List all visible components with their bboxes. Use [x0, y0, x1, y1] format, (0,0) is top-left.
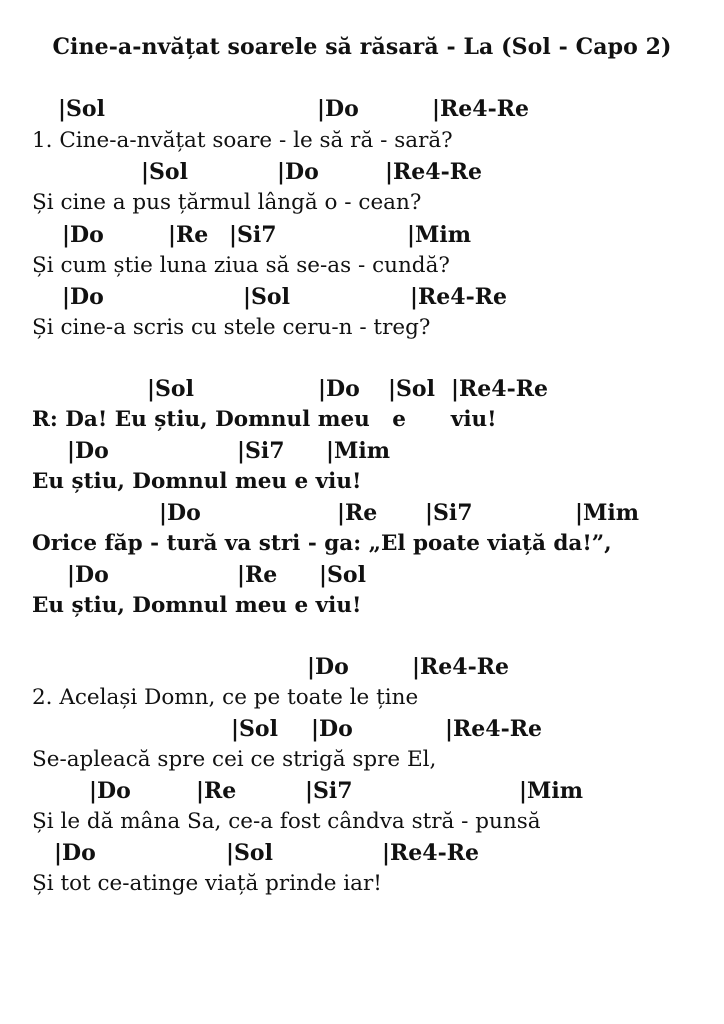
- lyric-text: Și cine a pus țărmul lângă o - cean?: [32, 190, 422, 215]
- lyric-text: R: Da! Eu știu, Domnul meu e viu!: [32, 407, 497, 432]
- chord: |Sol: [58, 96, 105, 122]
- chord-line: [0, 839, 724, 867]
- chord: |Do: [62, 284, 104, 310]
- lyric-text: 1. Cine-a-nvățat soare - le să ră - sară?: [32, 128, 453, 153]
- chord: |Sol: [319, 562, 366, 588]
- lyric-line: [0, 252, 724, 280]
- chord: |Do: [277, 159, 319, 185]
- chord: |Re4-Re: [451, 376, 549, 402]
- chord: |Sol: [243, 284, 290, 310]
- chord: |Sol: [231, 716, 278, 742]
- lyric-text: Și cum știe luna ziua să se-as - cundă?: [32, 253, 450, 278]
- lyric-line: [0, 746, 724, 774]
- chord-line: [0, 95, 724, 123]
- chord-line: [0, 221, 724, 249]
- lyric-line: [0, 808, 724, 836]
- chord-line: [0, 715, 724, 743]
- chord: |Do: [62, 222, 104, 248]
- lyric-text: Și cine-a scris cu stele ceru-n - treg?: [32, 315, 431, 340]
- chord: |Re: [196, 778, 237, 804]
- lyric-line: [0, 684, 724, 712]
- chord: |Mim: [519, 778, 583, 804]
- lyric-line: [0, 127, 724, 155]
- chord: |Si7: [305, 778, 353, 804]
- chord-line: [0, 283, 724, 311]
- chord: |Do: [67, 438, 109, 464]
- chord-line: [0, 653, 724, 681]
- chord-line: [0, 375, 724, 403]
- lyric-line: [0, 468, 724, 496]
- chord: |Do: [89, 778, 131, 804]
- lyric-text: Eu știu, Domnul meu e viu!: [32, 593, 362, 618]
- chord: |Sol: [226, 840, 273, 866]
- chord-line: [0, 499, 724, 527]
- chord: |Re4-Re: [382, 840, 480, 866]
- chord: |Mim: [407, 222, 471, 248]
- lyric-line: [0, 406, 724, 434]
- lyric-text: Și le dă mâna Sa, ce-a fost cândva stră - punsă: [32, 809, 541, 834]
- chord-line: [0, 437, 724, 465]
- lyric-line: [0, 314, 724, 342]
- chord: |Mim: [326, 438, 390, 464]
- chord: |Do: [311, 716, 353, 742]
- lyric-text: Eu știu, Domnul meu e viu!: [32, 469, 362, 494]
- chord: |Sol: [141, 159, 188, 185]
- chord: |Re4-Re: [385, 159, 483, 185]
- chord: |Do: [54, 840, 96, 866]
- chord: |Mim: [575, 500, 639, 526]
- chord: |Re: [237, 562, 278, 588]
- chord-line: [0, 777, 724, 805]
- chord: |Sol: [147, 376, 194, 402]
- chord: |Re4-Re: [410, 284, 508, 310]
- chord: |Re: [168, 222, 209, 248]
- chord: |Re: [337, 500, 378, 526]
- lyric-text: 2. Același Domn, ce pe toate le ține: [32, 685, 419, 710]
- chord: |Do: [67, 562, 109, 588]
- chord: |Sol: [388, 376, 435, 402]
- chord: |Re4-Re: [412, 654, 510, 680]
- chord: |Re4-Re: [445, 716, 543, 742]
- lyric-line: [0, 530, 724, 558]
- lyric-text: Orice făp - tură va stri - ga: „El poate viață da!”,: [32, 531, 612, 556]
- song-title: Cine-a-nvățat soarele să răsară - La (Sol - Capo 2): [52, 34, 672, 60]
- lyric-line: [0, 592, 724, 620]
- lyric-line: [0, 189, 724, 217]
- chord: |Si7: [237, 438, 285, 464]
- chord: |Re4-Re: [432, 96, 530, 122]
- lyric-line: [0, 870, 724, 898]
- chord-line: [0, 158, 724, 186]
- chord: |Do: [307, 654, 349, 680]
- chord: |Do: [318, 376, 360, 402]
- chord-line: [0, 561, 724, 589]
- lyric-text: Se-apleacă spre cei ce strigă spre El,: [32, 747, 437, 772]
- chord: |Si7: [229, 222, 277, 248]
- chord: |Do: [317, 96, 359, 122]
- lyric-text: Și tot ce-atinge viață prinde iar!: [32, 871, 382, 896]
- chord: |Do: [159, 500, 201, 526]
- chord: |Si7: [425, 500, 473, 526]
